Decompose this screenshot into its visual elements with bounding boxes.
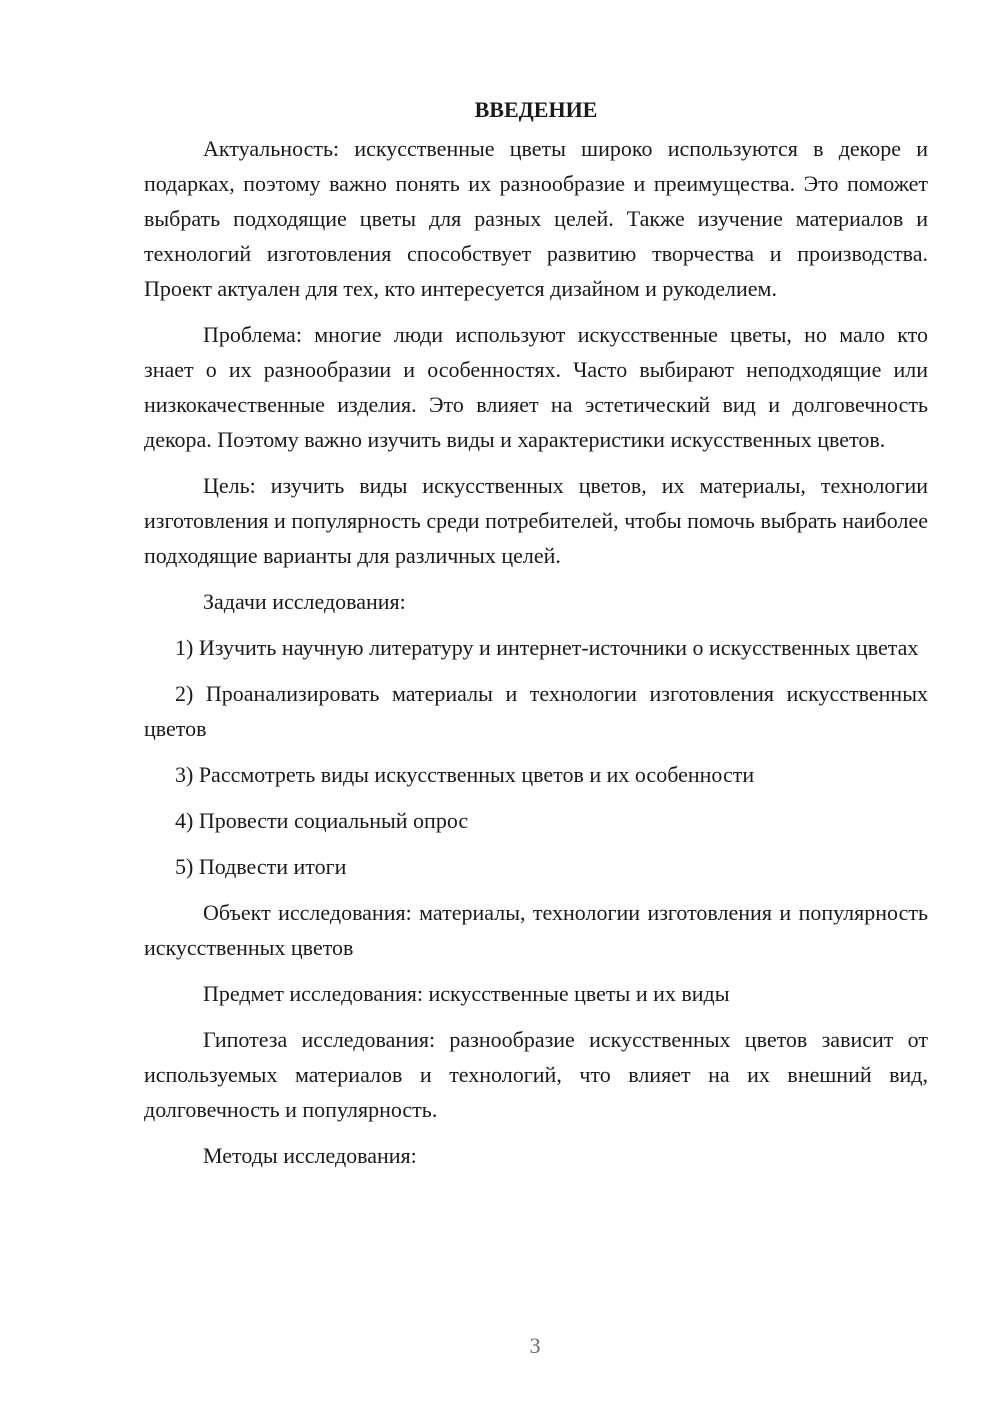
goal-paragraph: Цель: изучить виды искусственных цветов, их материалы, технологии изготовления и популярность среди потребителей, чтобы помочь выбрать наиболее подходящие варианты для различных целей.	[144, 473, 928, 568]
relevance-paragraph: Актуальность: искусственные цветы широко используются в декоре и подарках, поэтому важно понять их разнообразие и преимущества. Это поможет выбрать подходящие цветы для разных целей. Также изучение материалов и технологий изготовления способствует развитию творчества и производства. Проект актуален для тех, кто интересуется дизайном и рукоделием.	[144, 136, 928, 301]
methods-paragraph: Методы исследования:	[203, 1143, 417, 1168]
task-item-2: 2) Проанализировать материалы и технологии изготовления искусственных цветов	[144, 681, 928, 741]
section-title: ВВЕДЕНИЕ	[474, 97, 598, 122]
task-item-4: 4) Провести социальный опрос	[175, 808, 469, 833]
subject-paragraph: Предмет исследования: искусственные цветы и их виды	[203, 981, 730, 1006]
task-item-1: 1) Изучить научную литературу и интернет-источники о искусственных цветах	[175, 635, 919, 660]
object-paragraph: Объект исследования: материалы, технологии изготовления и популярность искусственных цветов	[144, 900, 928, 960]
hypothesis-paragraph: Гипотеза исследования: разнообразие искусственных цветов зависит от используемых материалов и технологий, что влияет на их внешний вид, долговечность и популярность.	[144, 1027, 928, 1122]
page-number: 3	[529, 1333, 541, 1358]
task-item-5: 5) Подвести итоги	[175, 854, 347, 879]
tasks-heading: Задачи исследования:	[203, 589, 406, 614]
document-page	[144, 92, 928, 1184]
problem-paragraph: Проблема: многие люди используют искусственные цветы, но мало кто знает о их разнообразии и особенностях. Часто выбирают неподходящие или низкокачественные изделия. Это влияет на эстетический вид и долговечность декора. Поэтому важно изучить виды и характеристики искусственных цветов.	[144, 322, 928, 452]
task-item-3: 3) Рассмотреть виды искусственных цветов и их особенности	[175, 762, 755, 787]
